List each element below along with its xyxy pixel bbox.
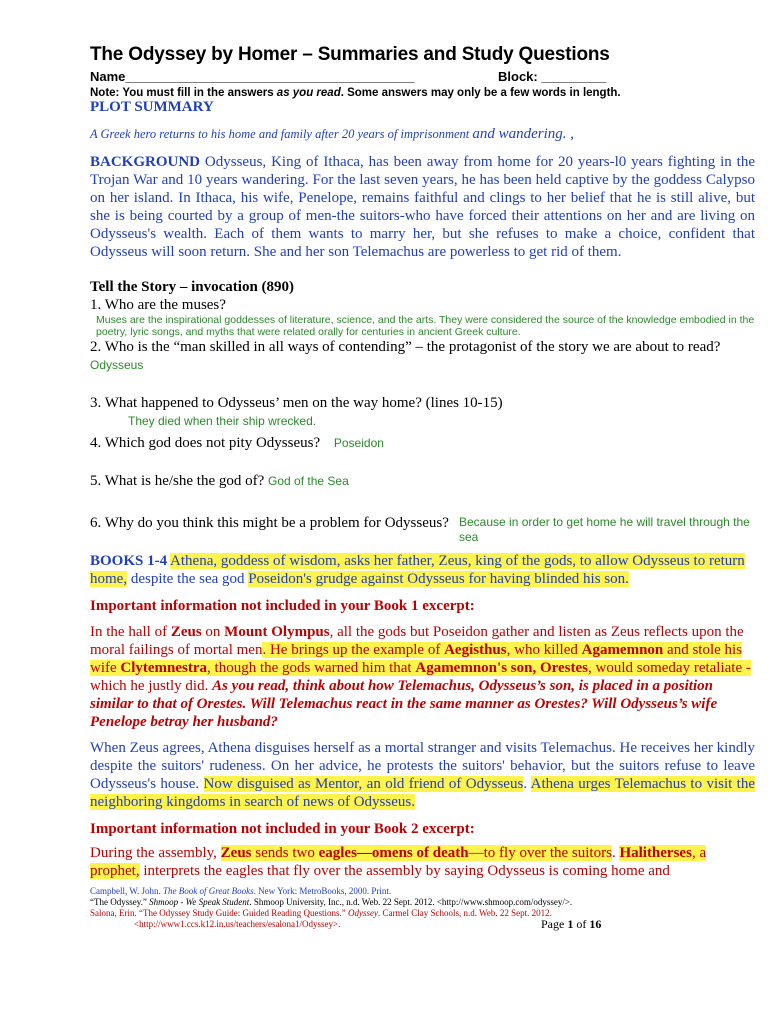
- document-page: [90, 44, 755, 933]
- book-2-paragraph: During the assembly, Zeus sends two eagles—omens of death—to fly over the suitors. Halitherses, a prophet, interprets the eagles that fly over the assembly by saying Odysseus is coming home and: [90, 845, 707, 879]
- background-paragraph: BACKGROUND Odysseus, King of Ithaca, has been away from home for 20 years-l0 years fighting in the Trojan War and 10 years wandering. For the last seven years, he has been held captive by the goddess Calypso on her island. In Ithaca, his wife, Penelope, remains faithful and clings to her belief that he is still alive, but she is being courted by a group of men-the suitors-who have forced their attentions on her and are living on Odysseus's wealth. Each of them wants to marry her, but she refuses to make a choice, confident that Odysseus will soon return. She and her son Telemachus are powerless to get rid of them.: [90, 154, 755, 260]
- book-1-paragraph: In the hall of Zeus on Mount Olympus, all the gods but Poseidon gather and listen as Zeus reflects upon the moral failings of mortal men. He brings up the example of Aegisthus, who killed Agamemnon and stole his wife Clytemnestra, though the gods warned him that Agamemnon's son, Orestes, would someday retaliate - which he justly did. As you read, think about how Telemachus, Odysseus’s son, is placed in a position similar to that of Orestes. Will Telemachus react in the same manner as Orestes? Will Odysseus’s wife Penelope betray her husband?: [90, 624, 751, 730]
- athena-paragraph: When Zeus agrees, Athena disguises herself as a mortal stranger and visits Telemachus. He receives her kindly despite the suitors' rudeness. On her advice, he protests the suitors' behavior, but the suitors refuse to leave Odysseus's house. Now disguised as Mentor, an old friend of Odysseus. Athena urges Telemachus to visit the neighboring kingdoms in search of news of Odysseus.: [90, 740, 755, 810]
- question-3: 3. What happened to Odysseus’ men on the way home? (lines 10-15): [90, 395, 503, 411]
- footer-citations: [90, 886, 755, 933]
- answer-2: Odysseus: [90, 358, 144, 372]
- answer-6: Because in order to get home he will travel through the sea: [459, 515, 750, 544]
- question-1: 1. Who are the muses?: [90, 297, 226, 313]
- plot-summary-heading: PLOT SUMMARY: [90, 99, 214, 115]
- question-5: 5. What is he/she the god of? God of the Sea: [90, 473, 349, 489]
- question-6: 6. Why do you think this might be a problem for Odysseus? Because in order to get home he will travel through the sea: [90, 514, 755, 546]
- answer-4: Poseidon: [333, 436, 384, 450]
- name-block-row: [90, 69, 755, 86]
- citation-4-row: [90, 919, 755, 933]
- tagline: A Greek hero returns to his home and family after 20 years of imprisonment and wandering. ,: [90, 126, 575, 142]
- invocation-heading: Tell the Story – invocation (890): [90, 279, 295, 295]
- citation-2: “The Odyssey.” Shmoop - We Speak Student. Shmoop University, Inc., n.d. Web. 22 Sept. 2012. <http://www.shmoop.com/odyssey/>.: [90, 897, 573, 907]
- citation-1: Campbell, W. John. The Book of Great Books. New York: MetroBooks, 2000. Print.: [90, 886, 392, 896]
- question-4: 4. Which god does not pity Odysseus? Poseidon: [90, 435, 384, 451]
- citation-4: <http://www1.ccs.k12.in.us/teachers/esalona1/Odyssey>.: [134, 919, 341, 929]
- answer-1: Muses are the inspirational goddesses of literature, science, and the arts. They were considered the source of the knowledge embodied in the poetry, lyric songs, and myths that were related orally for centuries in ancient Greek culture.: [96, 314, 755, 338]
- instructions-note: Note: You must fill in the answers as you read. Some answers may only be a few words in length.: [90, 87, 621, 99]
- block-field: Block: _________: [498, 69, 607, 84]
- document-title: The Odyssey by Homer – Summaries and Study Questions: [90, 44, 610, 65]
- page-number: Page 1 of 16: [541, 917, 602, 931]
- answer-5: God of the Sea: [268, 474, 349, 488]
- answer-3: They died when their ship wrecked.: [128, 414, 317, 428]
- name-field: Name________________________________________: [90, 69, 415, 84]
- question-2: 2. Who is the “man skilled in all ways of contending” – the protagonist of the story we are about to read? Odysseus: [90, 339, 721, 372]
- book-2-heading: Important information not included in your Book 2 excerpt:: [90, 821, 475, 837]
- books-1-4-paragraph: BOOKS 1-4 Athena, goddess of wisdom, asks her father, Zeus, king of the gods, to allow Odysseus to return home, despite the sea god Poseidon's grudge against Odysseus for having blinded his son.: [90, 553, 745, 587]
- book-1-heading: Important information not included in your Book 1 excerpt:: [90, 598, 475, 614]
- citation-3: Salona, Erin. “The Odyssey Study Guide: Guided Reading Questions.” Odyssey. Carmel Clay Schools, n.d. Web. 22 Sept. 2012.: [90, 908, 552, 918]
